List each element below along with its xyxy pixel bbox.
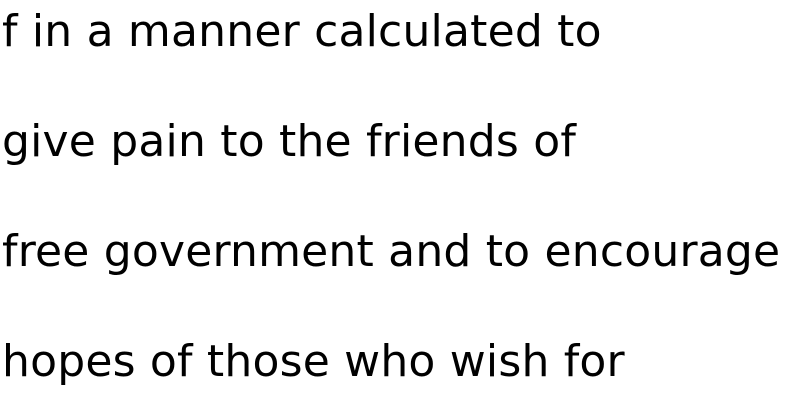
text-line-3: free government and to encourage — [2, 226, 781, 277]
text-line-1: f in a manner calculated to — [2, 6, 602, 57]
text-line-2: give pain to the friends of — [2, 116, 577, 167]
text-line-4: hopes of those who wish for — [2, 336, 625, 387]
